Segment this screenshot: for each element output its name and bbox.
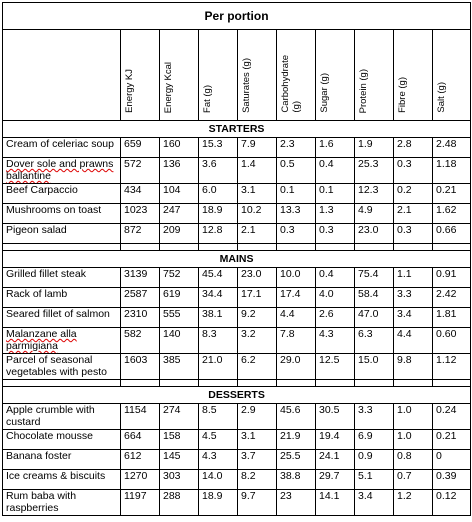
dish-name	[3, 404, 121, 430]
table-title: Per portion	[3, 3, 471, 30]
nutrient-value: 19.4	[316, 430, 355, 450]
column-header-label: Salt (g)	[436, 82, 447, 113]
dish-name	[3, 328, 121, 354]
spacer-cell	[316, 380, 355, 387]
nutrient-value: 4.9	[355, 204, 394, 224]
nutrient-value: 9.2	[238, 308, 277, 328]
table-row	[3, 138, 471, 158]
nutrient-value: 30.5	[316, 404, 355, 430]
nutrient-value: 4.0	[316, 288, 355, 308]
dish-name	[3, 158, 121, 184]
nutrient-value: 2.6	[316, 308, 355, 328]
nutrient-value: 0.4	[316, 158, 355, 184]
column-header-label: Energy Kcal	[163, 61, 174, 113]
nutrient-value: 0.9	[355, 450, 394, 470]
nutrient-value: 2.42	[433, 288, 471, 308]
nutrient-value: 303	[160, 470, 199, 490]
title-row	[3, 3, 471, 30]
nutrient-value: 15.3	[199, 138, 238, 158]
table-row	[3, 268, 471, 288]
nutrient-value: 0.8	[394, 450, 433, 470]
dish-name	[3, 224, 121, 244]
nutrient-value: 12.5	[316, 354, 355, 380]
nutrient-value: 3.2	[238, 328, 277, 354]
nutrient-value: 29.0	[277, 354, 316, 380]
nutrient-value: 1.62	[433, 204, 471, 224]
table-row	[3, 470, 471, 490]
nutrient-value: 1.9	[355, 138, 394, 158]
table-row	[3, 158, 471, 184]
nutrient-value: 17.1	[238, 288, 277, 308]
spacer-cell	[121, 244, 160, 251]
dish-name-text: Rack of lamb	[6, 288, 68, 300]
nutrient-value: 158	[160, 430, 199, 450]
nutrient-value: 21.0	[199, 354, 238, 380]
nutrient-value: 5.1	[355, 470, 394, 490]
column-header-label: Fibre (g)	[397, 77, 408, 113]
nutrient-value: 247	[160, 204, 199, 224]
nutrition-table	[2, 2, 471, 516]
nutrient-value: 21.9	[277, 430, 316, 450]
nutrient-value: 288	[160, 490, 199, 516]
dish-name	[3, 354, 121, 380]
nutrient-value: 0.1	[316, 184, 355, 204]
nutrient-value: 3.3	[394, 288, 433, 308]
dish-name-text: Banana foster	[6, 450, 72, 462]
spacer-cell	[394, 380, 433, 387]
nutrient-value: 612	[121, 450, 160, 470]
nutrient-value: 1270	[121, 470, 160, 490]
nutrient-value: 1197	[121, 490, 160, 516]
nutrient-value: 1.1	[394, 268, 433, 288]
nutrient-value: 619	[160, 288, 199, 308]
nutrient-value: 1023	[121, 204, 160, 224]
spacer-cell	[433, 244, 471, 251]
nutrient-value: 209	[160, 224, 199, 244]
column-header-label: Saturates (g)	[241, 58, 252, 113]
nutrient-value: 1.6	[316, 138, 355, 158]
nutrient-value: 10.2	[238, 204, 277, 224]
nutrient-value: 3.3	[355, 404, 394, 430]
nutrient-value: 3139	[121, 268, 160, 288]
spacer-row	[3, 244, 471, 251]
nutrient-value: 0.3	[394, 158, 433, 184]
nutrient-value: 10.0	[277, 268, 316, 288]
section-header-row	[3, 121, 471, 138]
column-header-label: Fat (g)	[202, 85, 213, 113]
dish-name	[3, 204, 121, 224]
nutrient-value: 0.3	[394, 224, 433, 244]
column-header-saturates	[238, 30, 277, 121]
nutrient-value: 1603	[121, 354, 160, 380]
nutrient-value: 1.2	[394, 490, 433, 516]
nutrient-value: 9.7	[238, 490, 277, 516]
dish-name-text: Grilled fillet steak	[6, 268, 86, 280]
nutrient-value: 0.5	[277, 158, 316, 184]
nutrient-value: 4.4	[277, 308, 316, 328]
nutrient-value: 38.8	[277, 470, 316, 490]
dish-name	[3, 288, 121, 308]
nutrient-value: 572	[121, 158, 160, 184]
column-header-fat	[199, 30, 238, 121]
table-row	[3, 328, 471, 354]
nutrient-value: 13.3	[277, 204, 316, 224]
nutrient-value: 7.9	[238, 138, 277, 158]
nutrient-value: 4.3	[199, 450, 238, 470]
dish-name-text: Chocolate mousse	[6, 430, 93, 442]
nutrient-value: 0.2	[394, 184, 433, 204]
table-row	[3, 224, 471, 244]
dish-name	[3, 308, 121, 328]
nutrient-value: 3.4	[394, 308, 433, 328]
nutrient-value: 752	[160, 268, 199, 288]
nutrient-value: 8.2	[238, 470, 277, 490]
nutrient-value: 14.1	[316, 490, 355, 516]
nutrient-value: 23.0	[355, 224, 394, 244]
dish-name	[3, 470, 121, 490]
section-header-row	[3, 251, 471, 268]
section-title: STARTERS	[3, 121, 471, 138]
nutrient-value: 23	[277, 490, 316, 516]
column-header-label: Energy KJ	[124, 69, 135, 113]
spacer-cell	[160, 244, 199, 251]
nutrient-value: 45.4	[199, 268, 238, 288]
nutrient-value: 25.5	[277, 450, 316, 470]
dish-name	[3, 430, 121, 450]
spacer-cell	[355, 244, 394, 251]
nutrient-value: 1.18	[433, 158, 471, 184]
nutrient-value: 2587	[121, 288, 160, 308]
nutrient-value: 14.0	[199, 470, 238, 490]
column-header-row	[3, 30, 471, 121]
dish-name-text: Dover sole and prawns ballantine	[6, 158, 114, 182]
column-header-energy-kcal	[160, 30, 199, 121]
nutrient-value: 2310	[121, 308, 160, 328]
column-header-carbohydrate	[277, 30, 316, 121]
spacer-cell	[238, 244, 277, 251]
nutrient-value: 3.6	[199, 158, 238, 184]
header-blank-cell	[3, 30, 121, 121]
section-title: MAINS	[3, 251, 471, 268]
nutrient-value: 6.0	[199, 184, 238, 204]
nutrient-value: 0.39	[433, 470, 471, 490]
nutrient-value: 4.5	[199, 430, 238, 450]
nutrient-value: 0.12	[433, 490, 471, 516]
nutrient-value: 6.9	[355, 430, 394, 450]
nutrient-value: 2.1	[394, 204, 433, 224]
nutrient-value: 1.81	[433, 308, 471, 328]
dish-name-text: Apple crumble with custard	[6, 404, 95, 428]
column-header-protein	[355, 30, 394, 121]
nutrient-value: 385	[160, 354, 199, 380]
table-row	[3, 184, 471, 204]
dish-name	[3, 450, 121, 470]
nutrient-value: 555	[160, 308, 199, 328]
nutrient-value: 17.4	[277, 288, 316, 308]
nutrient-value: 0.4	[316, 268, 355, 288]
nutrient-value: 45.6	[277, 404, 316, 430]
nutrient-value: 3.4	[355, 490, 394, 516]
nutrient-value: 18.9	[199, 204, 238, 224]
nutrient-value: 4.4	[394, 328, 433, 354]
nutrient-value: 2.8	[394, 138, 433, 158]
dish-name-text: Parcel of seasonal vegetables with pesto	[6, 354, 107, 378]
nutrient-value: 12.3	[355, 184, 394, 204]
nutrient-value: 4.3	[316, 328, 355, 354]
section-title: DESSERTS	[3, 387, 471, 404]
nutrient-value: 1.4	[238, 158, 277, 184]
spacer-cell	[3, 244, 121, 251]
nutrient-value: 34.4	[199, 288, 238, 308]
nutrient-value: 274	[160, 404, 199, 430]
nutrient-value: 659	[121, 138, 160, 158]
nutrient-value: 24.1	[316, 450, 355, 470]
nutrient-value: 664	[121, 430, 160, 450]
spacer-cell	[316, 244, 355, 251]
nutrient-value: 47.0	[355, 308, 394, 328]
dish-name-text: Malanzane alla parmigiana	[6, 328, 77, 352]
nutrient-value: 0.60	[433, 328, 471, 354]
spacer-cell	[277, 244, 316, 251]
nutrient-value: 104	[160, 184, 199, 204]
spacer-cell	[3, 380, 121, 387]
column-header-label: Protein (g)	[358, 68, 369, 113]
dish-name-text: Mushrooms on toast	[6, 204, 102, 216]
table-row	[3, 490, 471, 516]
nutrient-value: 2.3	[277, 138, 316, 158]
dish-name-text: Beef Carpaccio	[6, 184, 78, 196]
nutrient-value: 0.7	[394, 470, 433, 490]
nutrient-value: 0.3	[316, 224, 355, 244]
nutrient-value: 0.3	[277, 224, 316, 244]
nutrient-value: 0	[433, 450, 471, 470]
nutrient-value: 18.9	[199, 490, 238, 516]
nutrient-value: 434	[121, 184, 160, 204]
table-row	[3, 430, 471, 450]
table-row	[3, 308, 471, 328]
nutrient-value: 12.8	[199, 224, 238, 244]
spacer-cell	[238, 380, 277, 387]
spacer-cell	[160, 380, 199, 387]
dish-name-text: Cream of celeriac soup	[6, 138, 114, 150]
section-header-row	[3, 387, 471, 404]
nutrient-value: 2.9	[238, 404, 277, 430]
nutrient-value: 1.0	[394, 430, 433, 450]
nutrient-value: 136	[160, 158, 199, 184]
nutrient-value: 0.91	[433, 268, 471, 288]
table-row	[3, 404, 471, 430]
nutrient-value: 75.4	[355, 268, 394, 288]
spacer-cell	[433, 380, 471, 387]
column-header-salt	[433, 30, 471, 121]
nutrient-value: 2.48	[433, 138, 471, 158]
spacer-row	[3, 380, 471, 387]
nutrient-value: 1.12	[433, 354, 471, 380]
nutrient-value: 1.3	[316, 204, 355, 224]
nutrient-value: 6.2	[238, 354, 277, 380]
nutrient-value: 3.1	[238, 184, 277, 204]
nutrient-value: 145	[160, 450, 199, 470]
dish-name-text: Seared fillet of salmon	[6, 308, 110, 320]
nutrient-value: 7.8	[277, 328, 316, 354]
nutrient-value: 38.1	[199, 308, 238, 328]
table-row	[3, 354, 471, 380]
nutrient-value: 582	[121, 328, 160, 354]
table-row	[3, 450, 471, 470]
nutrient-value: 23.0	[238, 268, 277, 288]
nutrient-value: 1154	[121, 404, 160, 430]
nutrient-value: 29.7	[316, 470, 355, 490]
dish-name-text: Ice creams & biscuits	[6, 470, 106, 482]
nutrient-value: 0.21	[433, 430, 471, 450]
spacer-cell	[199, 380, 238, 387]
nutrient-value: 0.66	[433, 224, 471, 244]
nutrient-value: 0.21	[433, 184, 471, 204]
nutrient-value: 0.1	[277, 184, 316, 204]
nutrient-value: 1.0	[394, 404, 433, 430]
nutrient-value: 9.8	[394, 354, 433, 380]
nutrient-value: 15.0	[355, 354, 394, 380]
nutrient-value: 6.3	[355, 328, 394, 354]
table-row	[3, 204, 471, 224]
spacer-cell	[355, 380, 394, 387]
column-header-fibre	[394, 30, 433, 121]
nutrient-value: 3.1	[238, 430, 277, 450]
column-header-label: Carbohydrate (g)	[280, 55, 302, 113]
nutrient-value: 872	[121, 224, 160, 244]
dish-name	[3, 490, 121, 516]
dish-name	[3, 268, 121, 288]
nutrient-value: 58.4	[355, 288, 394, 308]
column-header-energy-kj	[121, 30, 160, 121]
spacer-cell	[121, 380, 160, 387]
nutrient-value: 2.1	[238, 224, 277, 244]
table-row	[3, 288, 471, 308]
nutrient-value: 8.5	[199, 404, 238, 430]
nutrient-value: 0.24	[433, 404, 471, 430]
nutrient-value: 8.3	[199, 328, 238, 354]
spacer-cell	[277, 380, 316, 387]
dish-name-text: Rum baba with raspberries	[6, 490, 77, 514]
nutrient-value: 160	[160, 138, 199, 158]
nutrient-value: 3.7	[238, 450, 277, 470]
dish-name-text: Pigeon salad	[6, 224, 67, 236]
column-header-label: Sugar (g)	[319, 73, 330, 113]
spacer-cell	[394, 244, 433, 251]
nutrient-value: 25.3	[355, 158, 394, 184]
dish-name	[3, 138, 121, 158]
spacer-cell	[199, 244, 238, 251]
column-header-sugar	[316, 30, 355, 121]
dish-name	[3, 184, 121, 204]
nutrient-value: 140	[160, 328, 199, 354]
